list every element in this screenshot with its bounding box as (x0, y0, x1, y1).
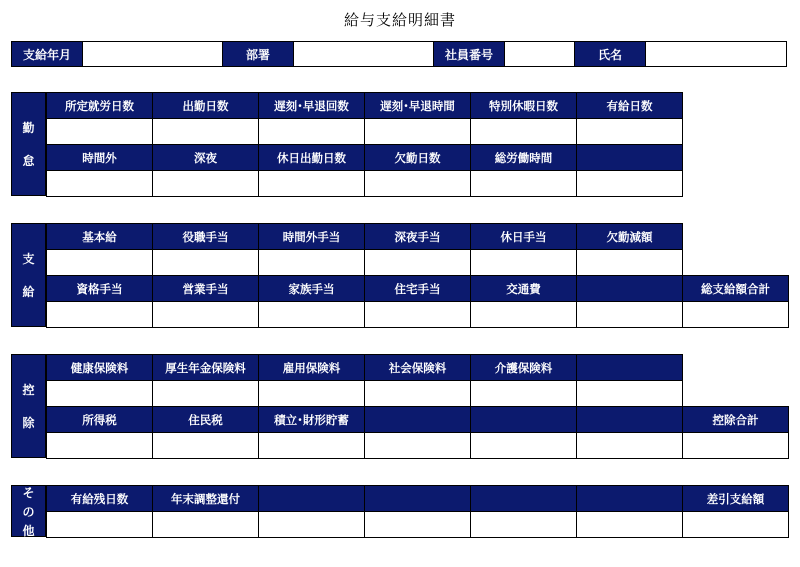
other-side-label (11, 485, 46, 537)
deduction-value-cell[interactable] (576, 432, 683, 459)
payment-side-label (11, 223, 46, 327)
other-value-cell[interactable] (258, 511, 365, 538)
other-value-cell[interactable] (152, 511, 259, 538)
department-label: 部署 (223, 42, 293, 66)
deduction-value-cell[interactable] (152, 380, 259, 407)
payment-value-cell[interactable] (258, 249, 365, 276)
deduction-value-cell[interactable] (46, 380, 153, 407)
attendance-header-cell: 休日出勤日数 (258, 144, 365, 171)
other-value-cell[interactable] (364, 511, 471, 538)
attendance-header-cell: 出勤日数 (152, 92, 259, 119)
payment-header-cell: 時間外手当 (258, 223, 365, 250)
attendance-value-cell[interactable] (152, 170, 259, 197)
deduction-header-cell (470, 406, 577, 433)
other-header-cell (258, 485, 365, 512)
name-field[interactable] (645, 42, 786, 66)
payment-value-cell[interactable] (470, 249, 577, 276)
payment-total-value[interactable] (682, 301, 789, 328)
payment-total-header: 総支給額合計 (682, 275, 789, 302)
payment-value-cell[interactable] (152, 249, 259, 276)
attendance-value-cell[interactable] (470, 170, 577, 197)
attendance-header-cell: 遅刻･早退時間 (364, 92, 471, 119)
other-value-cell[interactable] (470, 511, 577, 538)
payment-header-cell: 交通費 (470, 275, 577, 302)
side-char: の (22, 504, 35, 519)
deduction-total-value[interactable] (682, 432, 789, 459)
deduction-header-cell (364, 406, 471, 433)
deduction-value-cell[interactable] (46, 432, 153, 459)
attendance-value-cell[interactable] (258, 170, 365, 197)
other-header-cell (576, 485, 683, 512)
page-title: 給与支給明細書 (343, 11, 456, 29)
payment-header-cell: 基本給 (46, 223, 153, 250)
payment-value-cell[interactable] (576, 249, 683, 276)
deduction-value-cell[interactable] (576, 380, 683, 407)
side-char: 支 (22, 252, 35, 266)
side-char: 除 (22, 416, 35, 430)
deduction-value-cell[interactable] (364, 380, 471, 407)
attendance-header-cell: 時間外 (46, 144, 153, 171)
deduction-value-cell[interactable] (470, 380, 577, 407)
deduction-header-cell: 住民税 (152, 406, 259, 433)
payment-header-cell: 家族手当 (258, 275, 365, 302)
payment-header-cell: 欠勤減額 (576, 223, 683, 250)
payment-value-cell[interactable] (258, 301, 365, 328)
payment-header-cell: 役職手当 (152, 223, 259, 250)
attendance-header-cell: 深夜 (152, 144, 259, 171)
other-header-cell (364, 485, 471, 512)
deduction-header-cell: 厚生年金保険料 (152, 354, 259, 381)
other-header-cell (470, 485, 577, 512)
attendance-side-label (11, 92, 46, 196)
attendance-value-cell[interactable] (46, 118, 153, 145)
employee-number-label: 社員番号 (434, 42, 504, 66)
attendance-value-cell[interactable] (470, 118, 577, 145)
attendance-header-cell: 有給日数 (576, 92, 683, 119)
attendance-value-cell[interactable] (364, 118, 471, 145)
payment-value-cell[interactable] (364, 249, 471, 276)
deduction-header-cell: 雇用保険料 (258, 354, 365, 381)
side-char: 怠 (22, 154, 35, 168)
side-char: 給 (22, 285, 35, 299)
deduction-value-cell[interactable] (364, 432, 471, 459)
deduction-value-cell[interactable] (258, 432, 365, 459)
other-value-cell[interactable] (576, 511, 683, 538)
payment-value-cell[interactable] (152, 301, 259, 328)
name-label: 氏名 (575, 42, 645, 66)
deduction-header-cell: 社会保険料 (364, 354, 471, 381)
payment-value-cell[interactable] (470, 301, 577, 328)
side-char: 他 (22, 523, 35, 538)
attendance-header-cell (576, 144, 683, 171)
attendance-header-cell: 欠勤日数 (364, 144, 471, 171)
department-field[interactable] (293, 42, 434, 66)
other-header-cell: 有給残日数 (46, 485, 153, 512)
pay-month-field[interactable] (82, 42, 223, 66)
attendance-value-cell[interactable] (46, 170, 153, 197)
attendance-header-cell: 所定就労日数 (46, 92, 153, 119)
payment-header-cell: 休日手当 (470, 223, 577, 250)
deduction-value-cell[interactable] (470, 432, 577, 459)
attendance-header-cell: 総労働時間 (470, 144, 577, 171)
deduction-header-cell: 健康保険料 (46, 354, 153, 381)
attendance-value-cell[interactable] (576, 118, 683, 145)
pay-month-label: 支給年月 (12, 42, 82, 66)
deduction-value-cell[interactable] (258, 380, 365, 407)
side-char: 勤 (22, 121, 35, 135)
side-char: 控 (22, 383, 35, 397)
deduction-side-label (11, 354, 46, 458)
payment-value-cell[interactable] (576, 301, 683, 328)
deduction-header-cell: 所得税 (46, 406, 153, 433)
payment-value-cell[interactable] (46, 301, 153, 328)
payment-header-cell: 深夜手当 (364, 223, 471, 250)
deduction-total-header: 控除合計 (682, 406, 789, 433)
deduction-header-cell: 積立･財形貯蓄 (258, 406, 365, 433)
attendance-value-cell[interactable] (152, 118, 259, 145)
attendance-header-cell: 遅刻･早退回数 (258, 92, 365, 119)
deduction-header-cell (576, 406, 683, 433)
other-header-cell: 年末調整還付 (152, 485, 259, 512)
payment-header-cell: 住宅手当 (364, 275, 471, 302)
deduction-header-cell (576, 354, 683, 381)
side-char: そ (22, 485, 35, 500)
other-value-cell[interactable] (46, 511, 153, 538)
other-total-value[interactable] (682, 511, 789, 538)
attendance-header-cell: 特別休暇日数 (470, 92, 577, 119)
payment-header-cell: 営業手当 (152, 275, 259, 302)
attendance-value-cell[interactable] (258, 118, 365, 145)
employee-info-row (11, 41, 787, 67)
payment-header-cell (576, 275, 683, 302)
deduction-header-cell: 介護保険料 (470, 354, 577, 381)
employee-number-field[interactable] (504, 42, 575, 66)
payment-value-cell[interactable] (46, 249, 153, 276)
deduction-value-cell[interactable] (152, 432, 259, 459)
attendance-value-cell[interactable] (576, 170, 683, 197)
payment-value-cell[interactable] (364, 301, 471, 328)
attendance-value-cell[interactable] (364, 170, 471, 197)
payment-header-cell: 資格手当 (46, 275, 153, 302)
other-total-header: 差引支給額 (682, 485, 789, 512)
